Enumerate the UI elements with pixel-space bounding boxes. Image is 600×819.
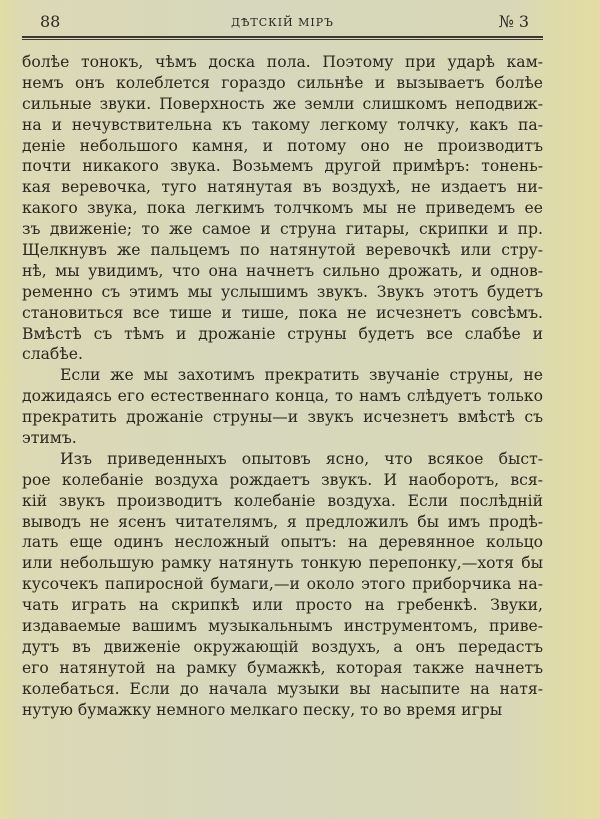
text-line: ременно съ этимъ мы услышимъ звукъ. Звукъ этотъ будетъ (22, 282, 543, 301)
header-rule (22, 36, 543, 40)
text-line: становиться все тише и тише, пока не исчезнетъ совсѣмъ. (22, 303, 543, 322)
text-line: болѣе тонокъ, чѣмъ доска пола. Поэтому при ударѣ кам- (22, 53, 543, 71)
text-line: какого звука, пока легкимъ толчкомъ мы не приведемъ ее (22, 199, 543, 218)
text-line: слабѣе. (22, 345, 83, 364)
text-line: чать играть на скрипкѣ или просто на гребенкѣ. Звуки, (22, 596, 543, 615)
text-line: колебаться. Если до начала музыки вы насыпите на натя- (22, 679, 543, 698)
text-line: его натянутой на рамку бумажкѣ, которая также начнетъ (22, 658, 543, 677)
text-line: прекратить дрожаніе струны—и звукъ исчезнетъ вмѣстѣ съ (22, 408, 543, 427)
text-line: этимъ. (22, 429, 77, 448)
text-line: Вмѣстѣ съ тѣмъ и дрожаніе струны будетъ все слабѣе и (22, 324, 543, 343)
text-line: кій звукъ производитъ колебаніе воздуха. Если послѣдній (22, 491, 543, 510)
text-line: Изъ приведенныхъ опытовъ ясно, что всякое быст- (60, 449, 543, 468)
text-line: издаваемые вашимъ музыкальнымъ инструментомъ, приве- (22, 617, 543, 636)
text-line: нѣ, мы увидимъ, что она начнетъ сильно дрожать, и однов- (22, 261, 543, 280)
text-line: лать еще одинъ несложный опытъ: на деревянное кольцо (22, 533, 543, 552)
text-line: Щелкнувъ же пальцемъ по натянутой веревочкѣ или стру- (22, 241, 543, 260)
text-line: зъ движеніе; то же самое и струна гитары, скрипки и пр. (22, 220, 543, 239)
text-line: дожидаясь его естественнаго конца, то намъ слѣдуетъ только (22, 387, 543, 406)
text-line: сильные звуки. Поверхность же земли слишкомъ неподвиж- (22, 94, 543, 113)
text-line: рое колебаніе воздуха рождаетъ звукъ. И наоборотъ, вся- (22, 470, 543, 489)
text-line: выводъ не ясенъ читателямъ, я предложилъ бы имъ продѣ- (22, 512, 543, 531)
text-line: Если же мы захотимъ прекратить звучаніе струны, не (60, 366, 543, 385)
text-line: нутую бумажку немного мелкаго песку, то во время игры (22, 700, 503, 719)
journal-title: ДѢТСКІЙ МІРЪ (231, 16, 334, 29)
text-line: дутъ въ движеніе окружающій воздухъ, а онъ передастъ (22, 637, 543, 656)
text-line: немъ онъ колеблется гораздо сильнѣе и вызываетъ болѣе (22, 73, 543, 92)
text-line: кая веревочка, туго натянутая въ воздухѣ, не издаетъ ни- (22, 178, 543, 197)
page-number: 88 (40, 12, 61, 31)
body-text (22, 52, 543, 721)
text-line: почти никакого звука. Возьмемъ другой примѣръ: тонень- (22, 157, 543, 176)
running-header (22, 10, 543, 32)
text-line: деніе небольшого камня, и потому оно не производитъ (22, 136, 543, 155)
text-line: или небольшую рамку натянуть тонкую перепонку,—хотя бы (22, 554, 543, 573)
issue-number: № 3 (498, 12, 529, 31)
text-line: кусочекъ папиросной бумаги,—и около этого приборчика на- (22, 575, 543, 594)
text-line: на и нечувствительна къ такому легкому толчку, какъ па- (22, 115, 543, 134)
